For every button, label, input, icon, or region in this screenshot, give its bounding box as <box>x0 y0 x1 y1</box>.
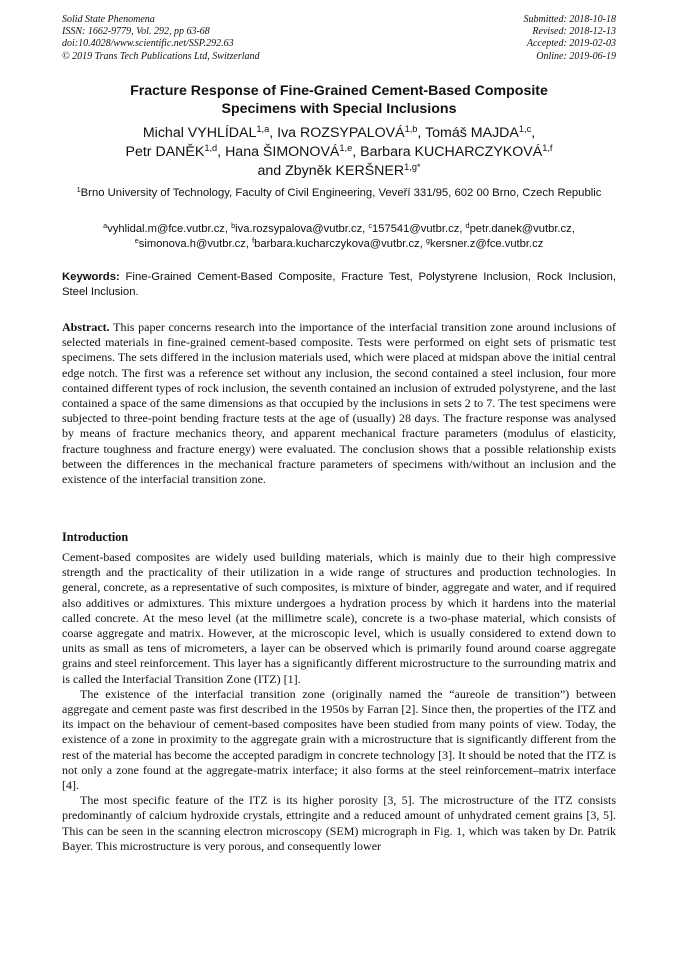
author-sup: 1,d <box>204 142 218 153</box>
email-list <box>62 222 616 252</box>
email-address[interactable]: iva.rozsypalova@vutbr.cz, <box>235 223 369 235</box>
journal-name: Solid State Phenomena <box>62 14 155 25</box>
journal-header <box>62 14 260 63</box>
author-sep: , <box>352 144 361 160</box>
title-line-2: Specimens with Special Inclusions <box>221 101 457 117</box>
email-sup: f <box>252 235 255 245</box>
journal-copyright: © 2019 Trans Tech Publications Ltd, Switzerland <box>62 50 260 62</box>
section-heading: Introduction <box>62 530 129 544</box>
email-address[interactable]: 157541@vutbr.cz, <box>372 223 466 235</box>
author-sup: 1,e <box>339 142 353 153</box>
email-address[interactable]: barbara.kucharczykova@vutbr.cz, <box>254 237 426 250</box>
author-sep: , <box>531 125 536 141</box>
author-name: Hana ŠIMONOVÁ <box>225 144 340 160</box>
paragraph: The most specific feature of the ITZ is its higher porosity [3, 5]. The microstructure of the ITZ consists predominantly of calcium hydroxide crystals, ettringite and a reduced amount of unhydrated cement grains [3, 5]. This can be seen in the scanning electron microscopy (SEM) micrograph in Fig. 1, which was taken by Dr. Patrik Bayer. This microstructure is very porous, and consequently lower <box>62 793 616 853</box>
email-sup: e <box>134 235 139 245</box>
date-revised: Revised: 2018-12-13 <box>532 26 616 38</box>
email-address[interactable]: petr.danek@vutbr.cz, <box>469 223 575 235</box>
email-sup: c <box>368 221 373 230</box>
date-submitted: Submitted: 2018-10-18 <box>523 14 616 25</box>
author-name: and Zbyněk KERŠNER <box>257 163 405 179</box>
author-name: Iva ROZSYPALOVÁ <box>277 125 405 141</box>
author-sup: 1,c <box>518 123 532 134</box>
author-sep: , <box>269 125 278 141</box>
abstract-label: Abstract. <box>62 320 110 334</box>
journal-issn: ISSN: 1662-9779, Vol. 292, pp 63-68 <box>62 26 210 38</box>
email-sup: d <box>465 221 470 230</box>
email-address[interactable]: kersner.z@fce.vutbr.cz <box>429 237 544 250</box>
date-online: Online: 2019-06-19 <box>536 50 616 62</box>
email-line-2 <box>62 237 616 252</box>
affiliation-text: Brno University of Technology, Faculty of Civil Engineering, Veveří 331/95, 602 00 Brno, Czech Republic <box>80 187 602 199</box>
affiliation <box>62 186 616 201</box>
author-name: Petr DANĚK <box>125 144 205 160</box>
author-sup: 1,g* <box>404 161 421 172</box>
email-line-1 <box>62 222 616 237</box>
email-address[interactable]: vyhlidal.m@fce.vutbr.cz, <box>107 223 232 235</box>
author-name: Michal VYHLÍDAL <box>142 125 257 141</box>
author-line-2 <box>62 143 616 162</box>
introduction-body <box>62 550 616 854</box>
author-sep: , <box>417 125 426 141</box>
keywords-text: Fine-Grained Cement-Based Composite, Fracture Test, Polystyrene Inclusion, Rock Inclusion, Steel Inclusion. <box>62 271 616 298</box>
paper-title <box>62 82 616 118</box>
title-line-1: Fracture Response of Fine-Grained Cement-Based Composite <box>130 83 548 99</box>
author-name: Barbara KUCHARCZYKOVÁ <box>360 144 543 160</box>
abstract <box>62 320 616 487</box>
author-list <box>62 124 616 181</box>
paragraph: The existence of the interfacial transition zone (originally named the “aureole de transition”) between aggregate and cement paste was first described in the 1950s by Farran [2]. Since then, the properties of the ITZ and its impact on the behaviour of cement-based composites have been studied from many points of view. Today, the existence of a zone in proximity to the aggregate grain with a microstructure that is significantly different from the rest of the material has become the accepted paradigm in concrete technology [3]. It should be noted that the ITZ is not only a zone found at the aggregate-matrix interface; it also forms at the steel reinforcement–matrix interface [4]. <box>62 686 616 793</box>
dates-header <box>524 14 617 63</box>
journal-doi: doi:10.4028/www.scientific.net/SSP.292.63 <box>62 38 234 50</box>
author-sup: 1,b <box>404 123 418 134</box>
author-sup: 1,a <box>256 123 270 134</box>
author-sep: , <box>217 144 226 160</box>
affiliation-sup: 1 <box>76 184 81 194</box>
email-sup: g <box>425 235 430 245</box>
email-sup: a <box>103 221 108 230</box>
keywords-label: Keywords: <box>62 271 120 283</box>
author-name: Tomáš MAJDA <box>425 125 519 141</box>
date-accepted: Accepted: 2019-02-03 <box>526 38 616 50</box>
email-sup: b <box>231 221 236 230</box>
author-line-3 <box>62 162 616 181</box>
author-line-1 <box>62 124 616 143</box>
keywords <box>62 270 616 300</box>
paragraph: Cement-based composites are widely used building materials, which is mainly due to their high compressive strength and the practicality of their utilization in a wide range of structures and production technologies. In general, concrete, as a representative of such composites, is mixture of binder, aggregate and water, and if required also additives or admixtures. This mixture undergoes a hydration process by which it hardens into the material called concrete. At the meso level (at the millimetre scale), concrete is a two-phase material, which consists of coarse aggregate and matrix. However, at the microscopic level, which is usually considered to extend down to units as small as tens of micrometers, a layer can be observed which is primarily found around coarse aggregate grains and steel reinforcement. This layer has a significantly different microstructure to the surrounding matrix and is called the Interfacial Transition Zone (ITZ) [1]. <box>62 550 616 686</box>
abstract-text: This paper concerns research into the importance of the interfacial transition zone around inclusions of selected materials in fine-grained cement-based composite. Tests were performed on eight sets of prismatic test specimens. The sets differed in the inclusion materials used, which were placed at midspan above the initial central edge notch. The first was a reference set without any inclusion, the second contained a steel inclusion, four more contained different types of rock inclusion, the seventh contained an inclusion of extruded polystyrene, and the last contained a space of the same dimensions as that occupied by the inclusions in sets 2 to 7. The test specimens were subjected to three-point bending fracture tests at the age of (usually) 28 days. The fracture response was analysed by means of fracture mechanics theory, and apparent mechanical fracture parameters (modulus of elasticity, fracture toughness and fracture energy) were evaluated. The conclusion shows that a possible relationship exists between the differences in the mechanical fracture parameters of specimens with/without an inclusion and the existence of the interfacial transition zone. <box>62 320 616 487</box>
author-sup: 1,f <box>542 142 553 153</box>
email-address[interactable]: simonova.h@vutbr.cz, <box>138 237 253 250</box>
